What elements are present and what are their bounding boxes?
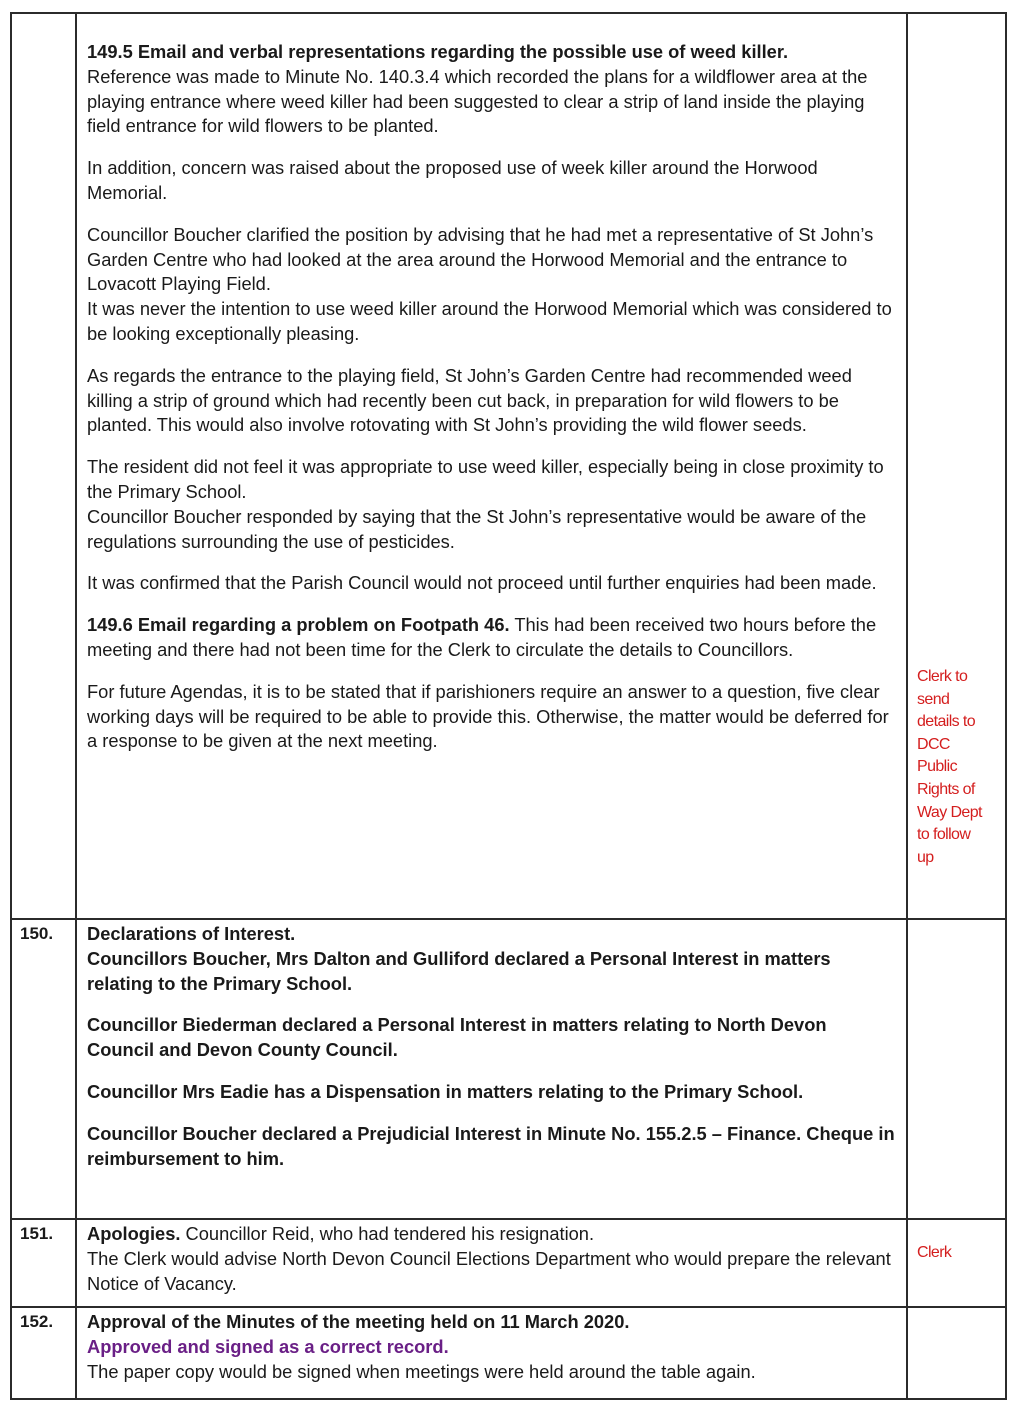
action-cell-151 (907, 1219, 1006, 1307)
paragraph-text: The Clerk would advise North Devon Council Elections Department who would prepare the relevant Notice of Vacancy. (87, 1247, 891, 1294)
paragraph (87, 1080, 898, 1105)
paragraph-text: Councillor Boucher clarified the position by advising that he had met a representative of St John’s Garden Centre who had looked at the area around the Horwood Memorial and the entrance to Lovacott Playing Field. (87, 223, 874, 295)
paragraph-text: In addition, concern was raised about the proposed use of week killer around the Horwood Memorial. (87, 157, 818, 203)
action-line: send (917, 690, 950, 708)
paragraph-text: As regards the entrance to the playing field, St John’s Garden Centre had recommended weed killing a strip of ground which had recently been cut back, in preparation for wild flowers to be planted. This would also involve rotovating with St John’s providing the wild flower seeds. (87, 364, 852, 436)
paragraph (87, 156, 898, 206)
minute-row-152 (11, 1307, 1006, 1399)
item-heading-149-6: 149.6 Email regarding a problem on Footpath 46. (87, 614, 510, 636)
paragraph (87, 1310, 898, 1384)
action-cell-149 (907, 13, 1006, 919)
action-note (917, 1242, 951, 1265)
paragraph-text: Councillor Biederman declared a Personal Interest in matters relating to North Devon Council and Devon County Council. (87, 1014, 827, 1061)
paragraph-text: The resident did not feel it was appropriate to use weed killer, especially being in close proximity to the Primary School. (87, 456, 884, 502)
minutes-table (10, 12, 1007, 1400)
paragraph-149-6 (87, 613, 898, 663)
minute-body-151 (76, 1219, 907, 1307)
minute-body-152 (76, 1307, 907, 1399)
paragraph-text: Reference was made to Minute No. 140.3.4 which recorded the plans for a wildflower area at the playing entrance where weed killer had been suggested to clear a strip of land inside the playing field entrance for wild flowers to be planted. (87, 65, 868, 137)
paragraph-text: Councillor Reid, who had tendered his resignation. (180, 1223, 595, 1244)
paragraph-text: Councillors Boucher, Mrs Dalton and Gulliford declared a Personal Interest in matters relating to the Primary School. (87, 947, 831, 994)
action-line: details to (917, 713, 976, 731)
paragraph (87, 1222, 898, 1296)
item-heading: Apologies. (87, 1223, 181, 1244)
action-line: Way Dept (917, 803, 982, 821)
minute-number: 151. (11, 1219, 76, 1307)
minute-row-151 (11, 1219, 1006, 1307)
paragraph (87, 364, 898, 438)
paragraph-text: Councillor Boucher declared a Prejudicial Interest in Minute No. 155.2.5 – Finance. Cheque in reimbursement to him. (87, 1122, 895, 1169)
paragraph (87, 223, 898, 347)
minute-body-149 (76, 13, 907, 919)
action-line: up (917, 848, 934, 866)
paragraph-text: It was confirmed that the Parish Council would not proceed until further enquiries had been made. (87, 572, 877, 594)
paragraph-text: It was never the intention to use weed killer around the Horwood Memorial which was considered to be looking exceptionally pleasing. (87, 298, 892, 344)
paragraph-text: Councillor Boucher responded by saying that the St John’s representative would be aware of the regulations surrounding the use of pesticides. (87, 505, 867, 552)
minute-number (11, 13, 76, 919)
minute-body-150 (76, 919, 907, 1219)
paragraph (87, 680, 898, 754)
action-line: Clerk (917, 1244, 952, 1261)
item-heading-149-5: 149.5 Email and verbal representations regarding the possible use of weed killer. (87, 41, 789, 62)
paragraph-text: Councillor Mrs Eadie has a Dispensation in matters relating to the Primary School. (87, 1080, 804, 1102)
action-line: DCC (917, 735, 950, 753)
action-line: to follow (917, 826, 971, 844)
item-heading: Approval of the Minutes of the meeting held on 11 March 2020. (87, 1311, 630, 1332)
paragraph (87, 1122, 898, 1172)
paragraph (87, 455, 898, 554)
minute-row-149 (11, 13, 1006, 919)
action-cell-150 (907, 919, 1006, 1219)
minute-row-150 (11, 919, 1006, 1219)
paragraph (87, 1013, 898, 1063)
action-line: Rights of (917, 780, 975, 798)
paragraph-text: This had been received two hours before the meeting and there had not been time for the Clerk to circulate the details to Councillors. (87, 614, 877, 660)
paragraph-text: For future Agendas, it is to be stated that if parishioners require an answer to a question, five clear working days will be required to be able to provide this. Otherwise, the matter would be deferred for a response to be given at the next meeting. (87, 680, 889, 752)
action-cell-152 (907, 1307, 1006, 1399)
paragraph (87, 571, 898, 596)
action-line: Public (917, 758, 957, 776)
paragraph-text: The paper copy would be signed when meetings were held around the table again. (87, 1360, 756, 1382)
paragraph-149-5 (87, 40, 898, 139)
resolution-text: Approved and signed as a correct record. (87, 1335, 449, 1357)
paragraph (87, 922, 898, 996)
action-note (917, 666, 982, 869)
minute-number: 152. (11, 1307, 76, 1399)
action-line: Clerk to (917, 668, 968, 685)
minute-number: 150. (11, 919, 76, 1219)
item-heading: Declarations of Interest. (87, 923, 296, 944)
